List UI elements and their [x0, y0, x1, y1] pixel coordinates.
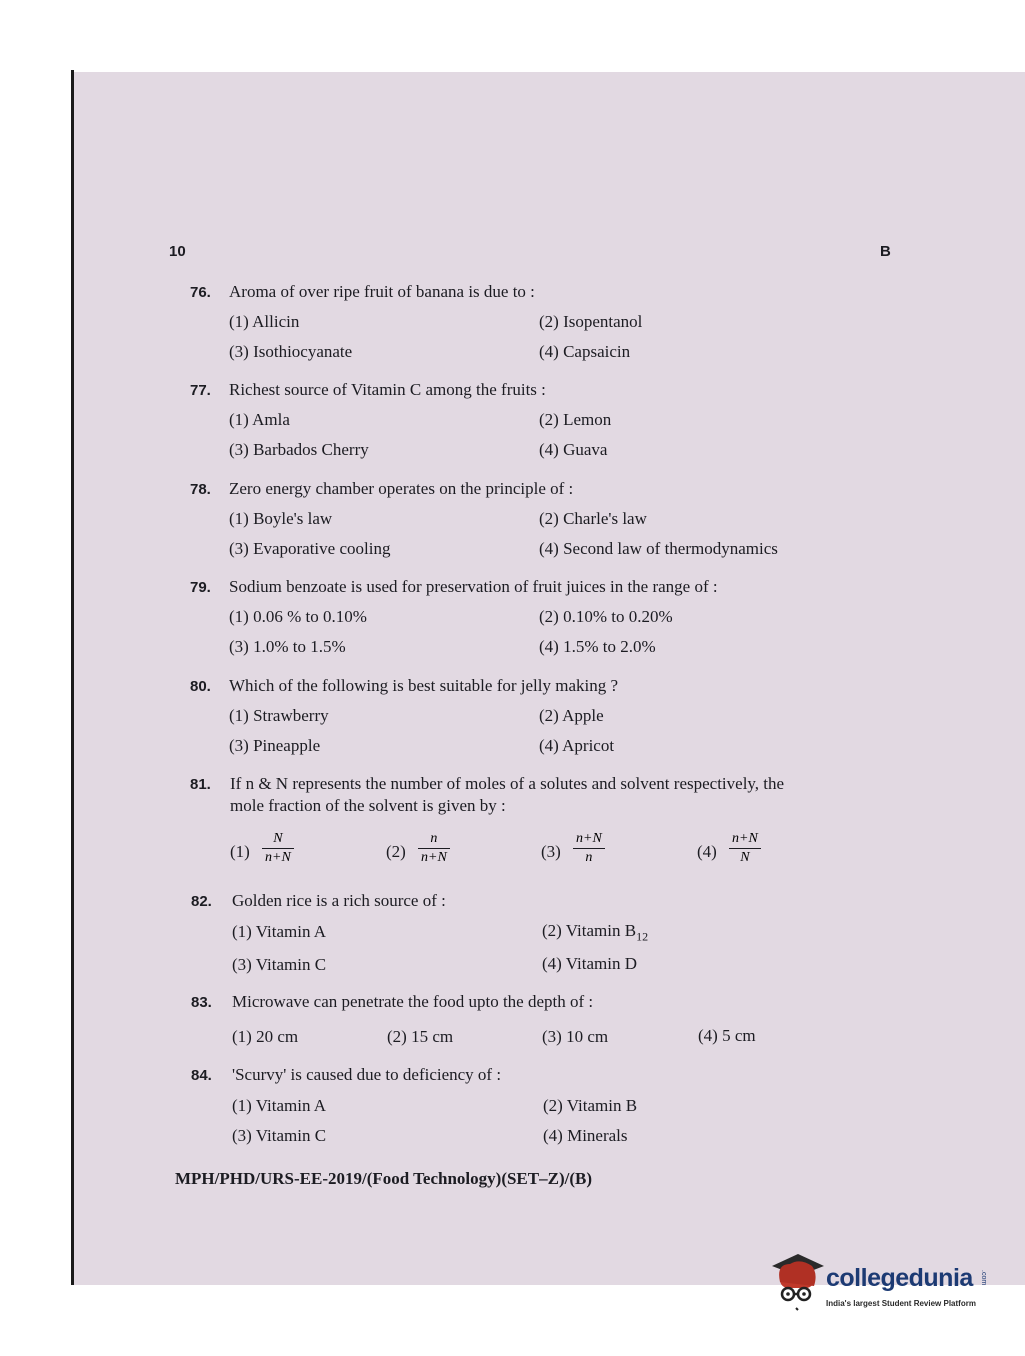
option-3-label: (3)	[541, 842, 561, 861]
fraction-numerator: n	[418, 830, 450, 849]
graduate-mascot-icon	[768, 1252, 824, 1312]
option-4: (4) Capsaicin	[539, 342, 631, 361]
question-text-line-2: mole fraction of the solvent is given by :	[230, 796, 506, 815]
exam-code-footer: MPH/PHD/URS-EE-2019/(Food Technology)(SET–Z)/(B)	[175, 1169, 592, 1188]
option-3: (3) Isothiocyanate	[229, 342, 353, 361]
fraction-numerator: n+N	[573, 830, 605, 849]
option-4: (4) Vitamin D	[542, 954, 637, 973]
option-3: (3) Vitamin C	[232, 1126, 327, 1145]
option-1: (1) 0.06 % to 0.10%	[229, 607, 367, 626]
option-4: (4) 5 cm	[698, 1026, 756, 1045]
question-number: 76.	[190, 284, 211, 301]
logo-domain: .com	[980, 1270, 987, 1286]
option-1: (1) Strawberry	[229, 706, 329, 725]
option-2-fraction	[418, 830, 450, 867]
option-2: (2) Isopentanol	[539, 312, 643, 331]
option-1: (1) Vitamin A	[232, 922, 327, 941]
option-3: (3) Evaporative cooling	[229, 539, 391, 558]
option-2: (2) Charle's law	[539, 509, 647, 528]
fraction-numerator: n+N	[729, 830, 761, 849]
question-number: 81.	[190, 776, 211, 793]
option-2: (2) 15 cm	[387, 1027, 454, 1046]
option-4: (4) 1.5% to 2.0%	[539, 637, 656, 656]
option-1: (1) 20 cm	[232, 1027, 299, 1046]
fraction-denominator: N	[740, 850, 750, 865]
option-3: (3) Pineapple	[229, 736, 321, 755]
fraction-denominator: n+N	[421, 850, 447, 865]
option-3-fraction	[573, 830, 605, 867]
option-2-subscript: 12	[636, 929, 649, 944]
fraction-denominator: n+N	[265, 850, 291, 865]
question-number: 84.	[191, 1067, 212, 1084]
set-code: B	[880, 243, 891, 260]
question-number: 78.	[190, 481, 211, 498]
option-4: (4) Minerals	[543, 1126, 628, 1145]
option-1: (1) Amla	[229, 410, 290, 429]
question-number: 77.	[190, 382, 211, 399]
option-3: (3) 1.0% to 1.5%	[229, 637, 346, 656]
fraction-denominator: n	[585, 850, 593, 865]
option-4: (4) Second law of thermodynamics	[539, 539, 778, 558]
option-1: (1) Vitamin A	[232, 1096, 327, 1115]
question-text: Which of the following is best suitable for jelly making ?	[229, 676, 619, 695]
question-text-line-1: If n & N represents the number of moles of a solutes and solvent respectively, the	[230, 774, 785, 793]
option-4-fraction	[729, 830, 761, 867]
question-number: 79.	[190, 579, 211, 596]
option-3: (3) Vitamin C	[232, 955, 327, 974]
option-2: (2) 0.10% to 0.20%	[539, 607, 673, 626]
question-text: Sodium benzoate is used for preservation of fruit juices in the range of :	[229, 577, 718, 596]
option-4: (4) Guava	[539, 440, 608, 459]
option-2: (2) Lemon	[539, 410, 612, 429]
question-text: Golden rice is a rich source of :	[232, 891, 446, 910]
collegedunia-logo	[768, 1252, 998, 1322]
option-1-label: (1)	[230, 842, 250, 861]
fraction-numerator: N	[262, 830, 294, 849]
option-1: (1) Allicin	[229, 312, 300, 331]
option-4-label: (4)	[697, 842, 717, 861]
option-1: (1) Boyle's law	[229, 509, 333, 528]
question-text: Microwave can penetrate the food upto the depth of :	[232, 992, 594, 1011]
option-2: (2) Apple	[539, 706, 604, 725]
option-2: (2) Vitamin B	[543, 1096, 638, 1115]
option-1-fraction	[262, 830, 294, 867]
option-2-text: (2) Vitamin B	[542, 921, 637, 940]
question-text: Richest source of Vitamin C among the fruits :	[229, 380, 546, 399]
question-number: 80.	[190, 678, 211, 695]
question-text: Zero energy chamber operates on the principle of :	[229, 479, 574, 498]
option-4: (4) Apricot	[539, 736, 615, 755]
option-2-label: (2)	[386, 842, 406, 861]
question-text: Aroma of over ripe fruit of banana is due to :	[229, 282, 535, 301]
option-2	[542, 921, 648, 944]
question-number: 83.	[191, 994, 212, 1011]
question-text: 'Scurvy' is caused due to deficiency of :	[232, 1065, 502, 1084]
logo-brand: collegedunia	[826, 1264, 973, 1292]
logo-tagline: India's largest Student Review Platform	[826, 1299, 976, 1308]
question-number: 82.	[191, 893, 212, 910]
option-3: (3) 10 cm	[542, 1027, 609, 1046]
option-3: (3) Barbados Cherry	[229, 440, 369, 459]
page-number: 10	[169, 243, 186, 260]
